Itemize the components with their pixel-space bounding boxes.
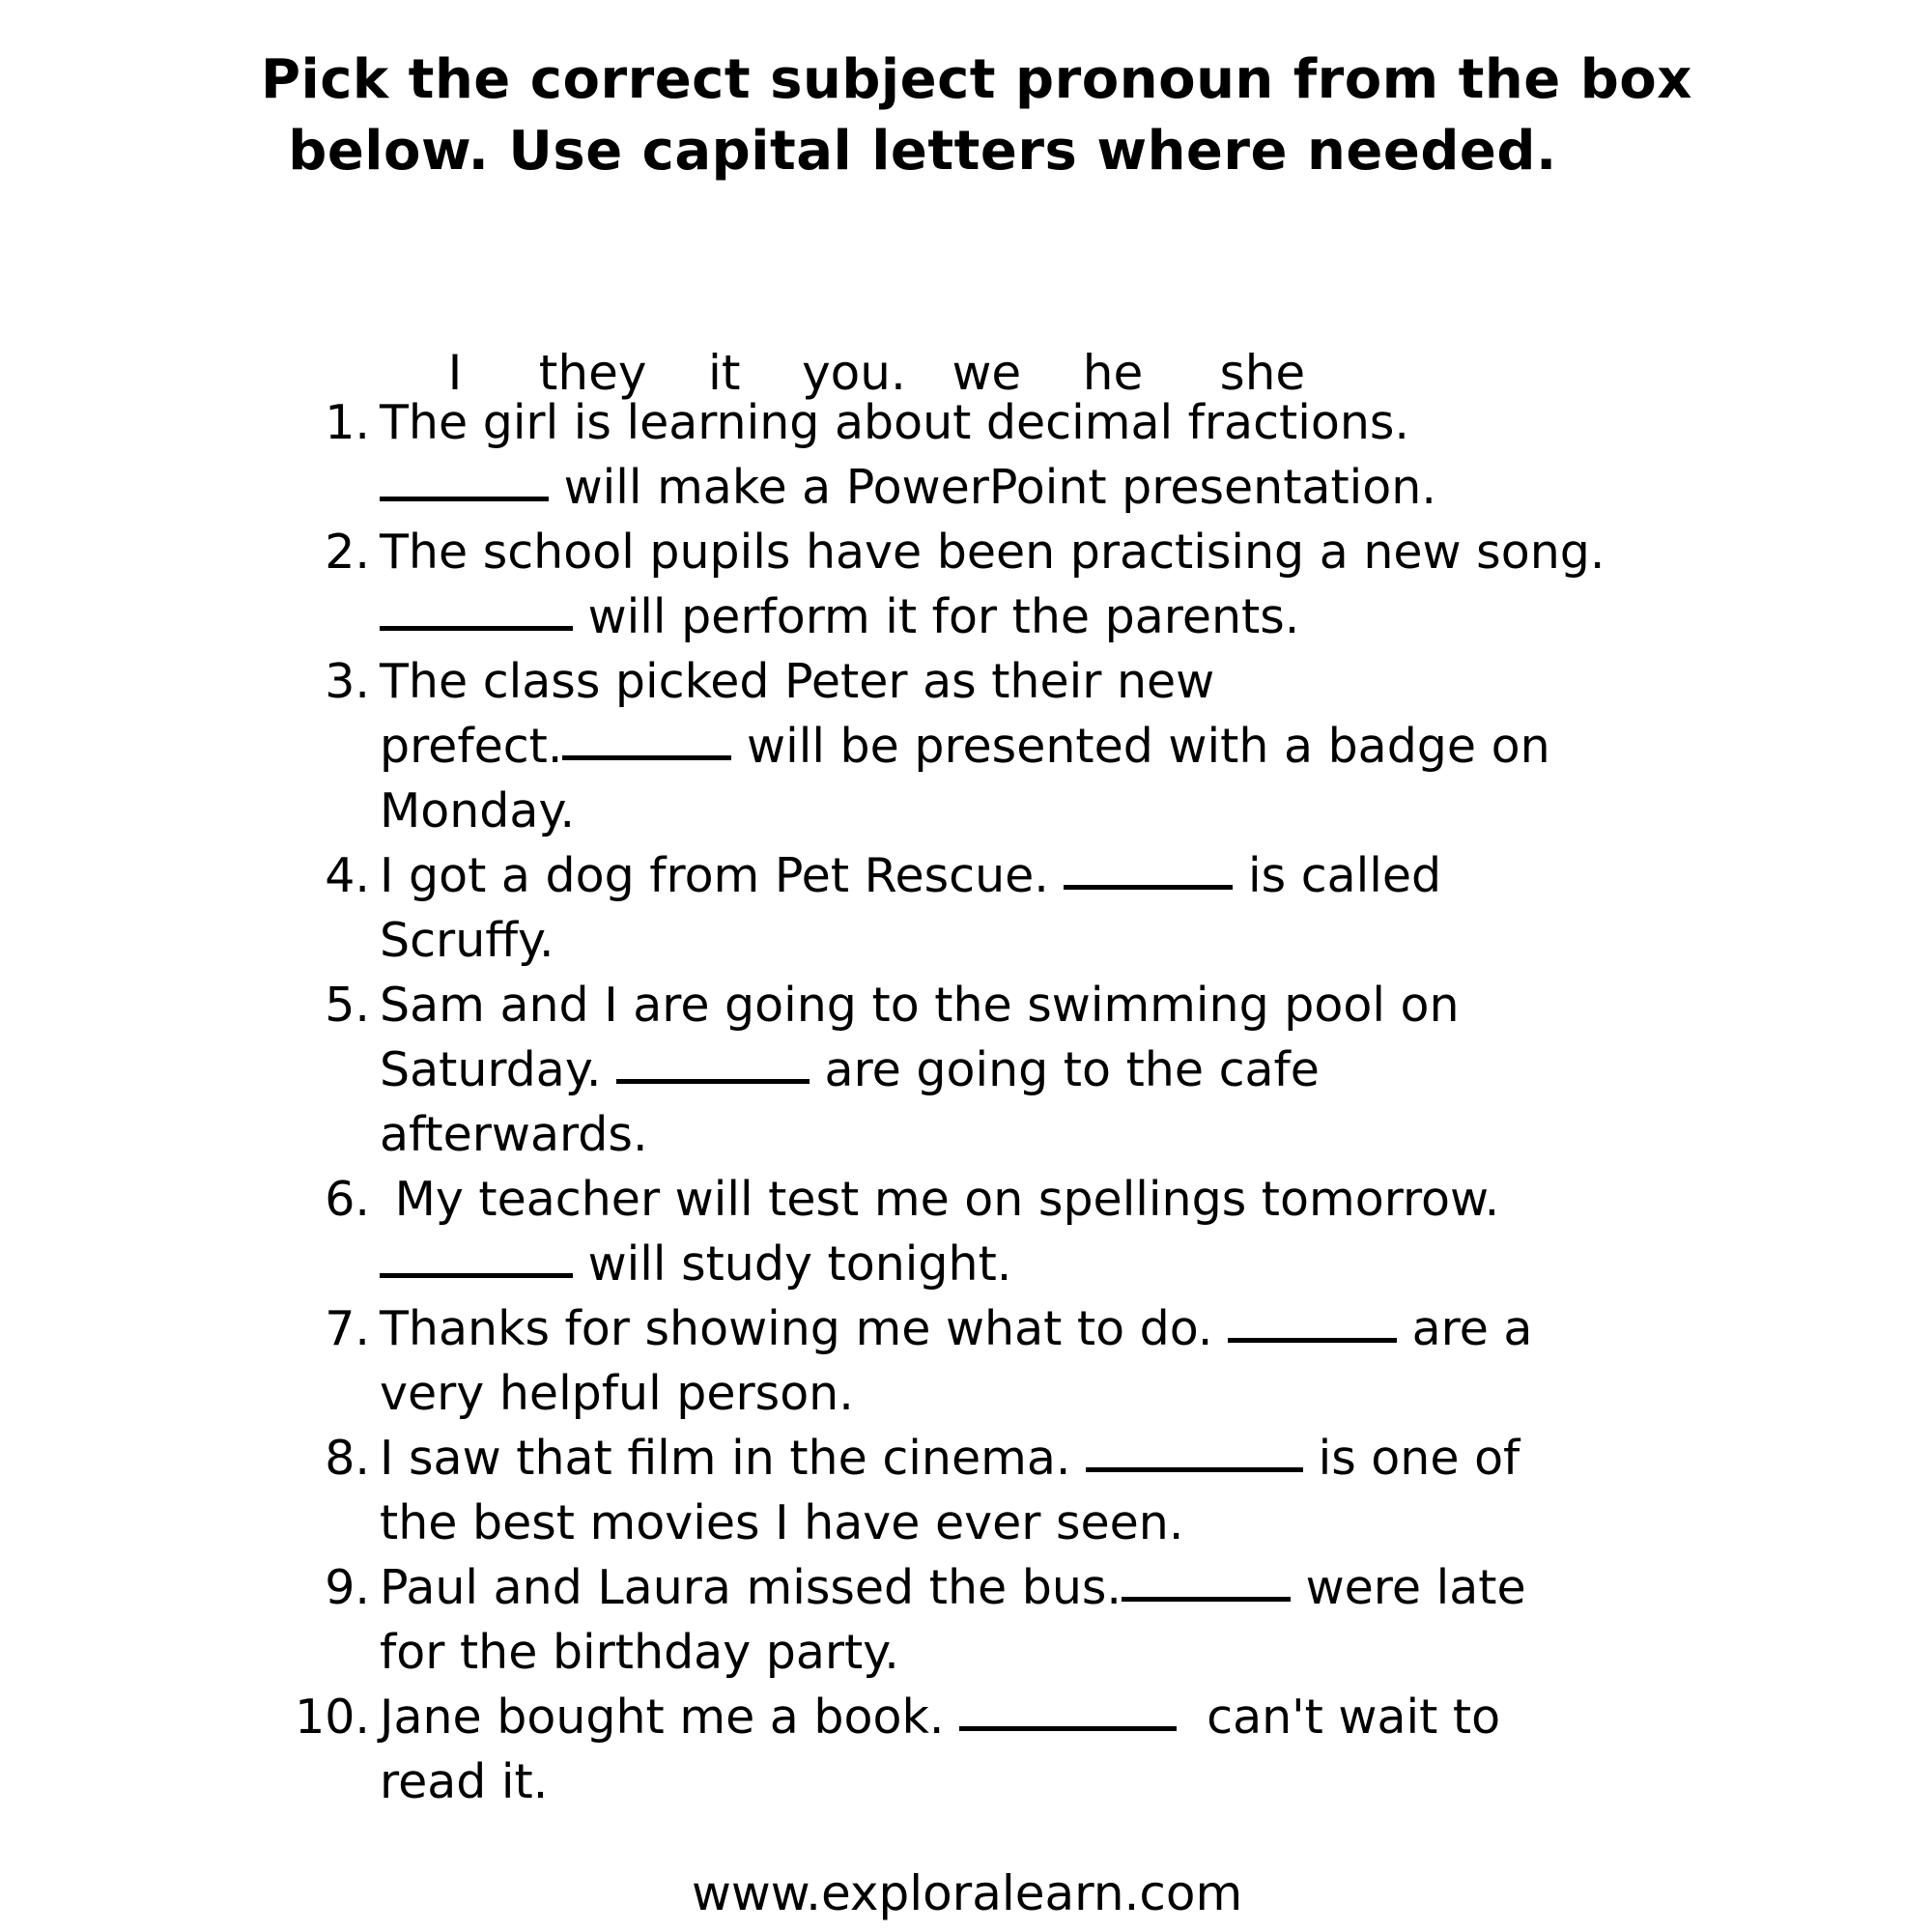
question-text-span: will be presented with a badge on	[731, 719, 1550, 774]
answer-blank[interactable]	[1228, 1338, 1397, 1343]
question-item	[266, 1296, 1618, 1426]
question-number: 2.	[325, 525, 370, 580]
question-number: 6.	[325, 1172, 370, 1227]
question-text-span: will make a PowerPoint presentation.	[549, 460, 1436, 515]
page-title	[261, 44, 1692, 187]
question-line	[380, 714, 1618, 779]
question-number: 5.	[325, 978, 370, 1033]
answer-blank[interactable]	[380, 626, 573, 631]
question-text	[380, 1167, 1618, 1296]
answer-blank[interactable]	[1064, 885, 1233, 890]
question-text-span: Saturday.	[380, 1042, 616, 1097]
question-line	[380, 1232, 1618, 1296]
question-number: 10.	[295, 1690, 370, 1745]
question-line	[380, 1749, 1618, 1814]
question-line	[380, 1102, 1618, 1167]
question-line	[380, 1361, 1618, 1426]
question-item	[266, 843, 1618, 973]
question-text-span: I got a dog from Pet Rescue.	[380, 848, 1065, 903]
question-text-span: Thanks for showing me what to do.	[380, 1301, 1229, 1356]
question-text-span: is called	[1233, 848, 1442, 903]
question-text	[380, 1555, 1618, 1685]
question-text-span: will study tonight.	[573, 1236, 1012, 1292]
question-text-span: Paul and Laura missed the bus.	[380, 1560, 1122, 1615]
question-text	[380, 973, 1618, 1167]
question-list	[266, 390, 1618, 1814]
question-line	[380, 1426, 1618, 1491]
question-line	[380, 1491, 1618, 1555]
question-item	[266, 649, 1618, 843]
question-text-span: the best movies I have ever seen.	[380, 1495, 1184, 1550]
question-line	[380, 1296, 1618, 1361]
question-number: 8.	[325, 1431, 370, 1486]
question-text-span: are going to the cafe	[809, 1042, 1320, 1097]
question-line	[380, 1037, 1618, 1102]
question-text-span: are a	[1397, 1301, 1533, 1356]
answer-blank[interactable]	[959, 1726, 1177, 1731]
footer-website: www.exploralearn.com	[692, 1865, 1243, 1921]
question-number: 3.	[325, 654, 370, 709]
question-line	[380, 1555, 1618, 1620]
answer-blank[interactable]	[1122, 1597, 1291, 1602]
question-number: 9.	[325, 1560, 370, 1615]
question-text	[380, 1296, 1618, 1426]
question-number: 1.	[325, 395, 370, 450]
question-text-span: Sam and I are going to the swimming pool on	[380, 978, 1460, 1033]
word-bank-words: I they it you. we he she	[447, 345, 1306, 401]
question-line	[380, 455, 1618, 520]
question-line	[380, 1620, 1618, 1685]
question-text-span: will perform it for the parents.	[573, 589, 1300, 644]
question-item	[266, 390, 1618, 520]
question-text-span: Jane bought me a book.	[380, 1690, 959, 1745]
question-line	[380, 649, 1618, 714]
question-text-span: The class picked Peter as their new	[380, 654, 1215, 709]
question-line	[380, 1167, 1618, 1232]
question-line	[380, 973, 1618, 1037]
question-text	[380, 649, 1618, 843]
question-item	[266, 1685, 1618, 1814]
question-text-span: I saw that film in the cinema.	[380, 1431, 1087, 1486]
question-line	[380, 390, 1618, 455]
question-line	[380, 520, 1618, 584]
question-item	[266, 1555, 1618, 1685]
answer-blank[interactable]	[616, 1079, 810, 1084]
question-text-span: for the birthday party.	[380, 1625, 899, 1680]
question-line	[380, 584, 1618, 649]
question-line	[380, 779, 1618, 843]
question-item	[266, 520, 1618, 649]
page-title-line-1: Pick the correct subject pronoun from the box	[261, 48, 1692, 111]
question-item	[266, 1426, 1618, 1555]
question-text-span: were late	[1291, 1560, 1526, 1615]
question-text-span: Scruffy.	[380, 913, 554, 968]
question-text-span: My teacher will test me on spellings tomorrow.	[380, 1172, 1500, 1227]
question-text-span: Monday.	[380, 783, 576, 838]
question-text-span: prefect.	[380, 719, 563, 774]
question-text-span: very helpful person.	[380, 1366, 854, 1421]
question-number: 4.	[325, 848, 370, 903]
question-text-span: afterwards.	[380, 1107, 648, 1162]
question-line	[380, 908, 1618, 973]
question-text-span: is one of	[1303, 1431, 1520, 1486]
question-item	[266, 1167, 1618, 1296]
answer-blank[interactable]	[562, 755, 731, 760]
page-title-line-2: below. Use capital letters where needed.	[288, 120, 1557, 183]
question-text-span: The school pupils have been practising a new song.	[380, 525, 1605, 580]
question-item	[266, 973, 1618, 1167]
answer-blank[interactable]	[380, 1273, 573, 1278]
question-number: 7.	[325, 1301, 370, 1356]
question-text-span: read it.	[380, 1754, 549, 1809]
question-text	[380, 1685, 1618, 1814]
question-text	[380, 520, 1618, 649]
answer-blank[interactable]	[380, 497, 549, 501]
question-text-span: can't wait to	[1177, 1690, 1501, 1745]
question-text	[380, 843, 1618, 973]
question-text	[380, 390, 1618, 520]
question-text	[380, 1426, 1618, 1555]
answer-blank[interactable]	[1086, 1467, 1303, 1472]
question-line	[380, 843, 1618, 908]
question-line	[380, 1685, 1618, 1749]
question-text-span: The girl is learning about decimal fractions.	[380, 395, 1409, 450]
